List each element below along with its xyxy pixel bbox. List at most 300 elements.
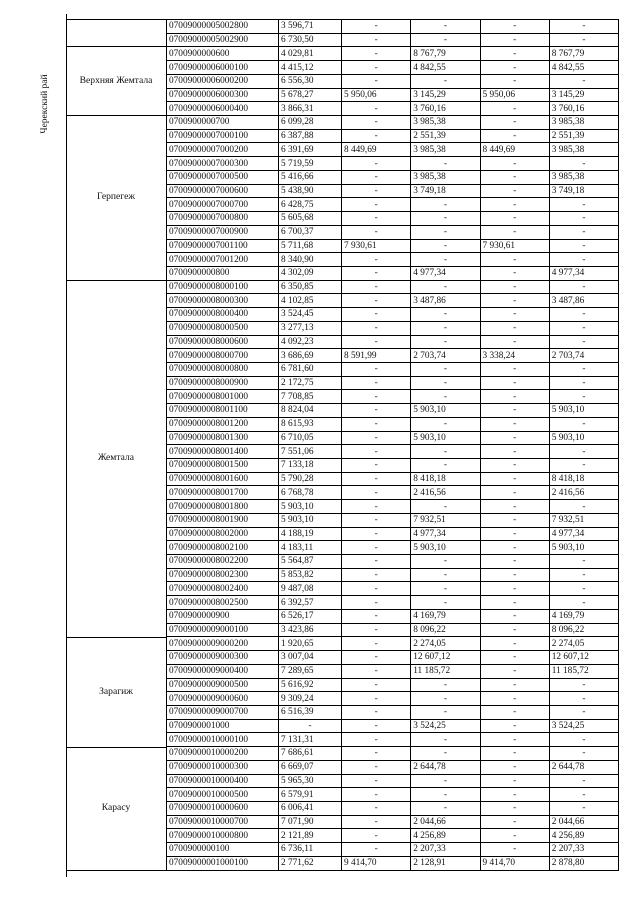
value-cell: 2 551,39	[411, 129, 480, 143]
value-cell: -	[480, 266, 549, 280]
value-cell: -	[342, 733, 411, 747]
group-separator	[67, 747, 166, 748]
value-cell: -	[411, 678, 480, 692]
value-cell: 2 044,66	[411, 815, 480, 829]
value-cell: 8 824,04	[279, 404, 342, 418]
group-separator	[67, 280, 166, 281]
table-row	[167, 88, 619, 102]
value-cell: 5 790,28	[279, 472, 342, 486]
table-row	[167, 541, 619, 555]
value-cell: -	[342, 596, 411, 610]
value-cell: -	[549, 20, 618, 34]
value-cell: 5 903,10	[411, 404, 480, 418]
table-row	[167, 280, 619, 294]
value-cell: -	[342, 116, 411, 130]
value-cell: 6 556,30	[279, 74, 342, 88]
value-cell: -	[549, 376, 618, 390]
value-cell: 6 391,69	[279, 143, 342, 157]
value-cell: -	[411, 362, 480, 376]
cadastral-number-cell: 07009000010000300	[167, 760, 279, 774]
value-cell: 2 274,05	[411, 637, 480, 651]
value-cell: -	[480, 513, 549, 527]
table-row	[167, 431, 619, 445]
table-row	[167, 157, 619, 171]
district-label	[37, 14, 53, 194]
cadastral-number-cell: 07009000009000600	[167, 692, 279, 706]
value-cell: -	[411, 280, 480, 294]
value-cell: -	[549, 445, 618, 459]
value-cell: 3 866,31	[279, 102, 342, 116]
cadastral-number-cell: 07009000008002000	[167, 527, 279, 541]
table-row	[167, 266, 619, 280]
value-cell: -	[342, 788, 411, 802]
value-cell: -	[480, 801, 549, 815]
cadastral-number-cell: 07009000008002200	[167, 555, 279, 569]
cadastral-number-cell: 07009000010000800	[167, 829, 279, 843]
table-row	[167, 568, 619, 582]
value-cell: 5 605,68	[279, 212, 342, 226]
value-cell: 2 172,75	[279, 376, 342, 390]
value-cell: 4 842,55	[549, 61, 618, 75]
value-cell: -	[480, 445, 549, 459]
value-cell: 5 438,90	[279, 184, 342, 198]
value-cell: 6 350,85	[279, 280, 342, 294]
value-cell: 11 185,72	[411, 664, 480, 678]
value-cell: 4 415,12	[279, 61, 342, 75]
cadastral-number-cell: 07009000008002300	[167, 568, 279, 582]
value-cell: 3 985,38	[411, 143, 480, 157]
value-cell: 3 423,86	[279, 623, 342, 637]
table-row	[167, 143, 619, 157]
cadastral-number-cell: 0700900000700	[167, 116, 279, 130]
value-cell: 5 853,82	[279, 568, 342, 582]
value-cell: 8 767,79	[411, 47, 480, 61]
value-cell: -	[480, 747, 549, 761]
table-row	[167, 225, 619, 239]
value-cell: 3 749,18	[411, 184, 480, 198]
value-cell: -	[342, 321, 411, 335]
value-cell: -	[480, 829, 549, 843]
value-cell: -	[480, 760, 549, 774]
value-cell: 5 711,68	[279, 239, 342, 253]
value-cell: -	[480, 116, 549, 130]
value-cell: 3 760,16	[411, 102, 480, 116]
table-row	[167, 74, 619, 88]
value-cell: -	[342, 61, 411, 75]
value-cell: -	[411, 788, 480, 802]
value-cell: -	[342, 335, 411, 349]
table-row	[167, 856, 619, 870]
value-cell: 5 950,06	[342, 88, 411, 102]
value-cell: -	[480, 47, 549, 61]
cadastral-number-cell: 07009000006000200	[167, 74, 279, 88]
value-cell: -	[342, 184, 411, 198]
table-row	[167, 129, 619, 143]
value-cell: -	[342, 609, 411, 623]
value-cell: -	[480, 692, 549, 706]
value-cell: 3 524,25	[549, 719, 618, 733]
value-cell: -	[342, 459, 411, 473]
value-cell: -	[342, 129, 411, 143]
value-cell: -	[480, 390, 549, 404]
value-cell: 5 416,66	[279, 170, 342, 184]
cadastral-number-cell: 07009000008001700	[167, 486, 279, 500]
value-cell: -	[342, 774, 411, 788]
cadastral-number-cell: 07009000007000600	[167, 184, 279, 198]
value-cell: -	[480, 651, 549, 665]
cadastral-number-cell: 07009000005002900	[167, 33, 279, 47]
value-cell: -	[480, 294, 549, 308]
table-row	[167, 678, 619, 692]
value-cell: -	[411, 596, 480, 610]
value-cell: -	[411, 459, 480, 473]
cadastral-number-cell: 07009000010000400	[167, 774, 279, 788]
value-cell: -	[480, 486, 549, 500]
value-cell: 9 487,08	[279, 582, 342, 596]
value-cell: 3 749,18	[549, 184, 618, 198]
value-cell: 3 985,38	[549, 170, 618, 184]
value-cell: -	[549, 788, 618, 802]
value-cell: -	[411, 33, 480, 47]
value-cell: -	[411, 253, 480, 267]
value-cell: 12 607,12	[549, 651, 618, 665]
settlement-name: Карасу	[101, 802, 131, 814]
value-cell: -	[480, 431, 549, 445]
cadastral-number-cell: 07009000008001800	[167, 500, 279, 514]
group-separator	[67, 46, 166, 47]
cadastral-number-cell: 07009000010000600	[167, 801, 279, 815]
settlement-name: Герпегеж	[97, 191, 135, 203]
value-cell: 6 700,37	[279, 225, 342, 239]
value-cell: 1 920,65	[279, 637, 342, 651]
value-cell: 2 207,33	[411, 843, 480, 857]
value-cell: -	[480, 198, 549, 212]
value-cell: -	[342, 362, 411, 376]
value-cell: 2 644,78	[411, 760, 480, 774]
value-cell: -	[411, 417, 480, 431]
value-cell: 7 289,65	[279, 664, 342, 678]
value-cell: -	[480, 541, 549, 555]
value-cell: -	[342, 157, 411, 171]
value-cell: 2 274,05	[549, 637, 618, 651]
table-row	[167, 47, 619, 61]
table-row	[167, 692, 619, 706]
value-cell: 6 099,28	[279, 116, 342, 130]
settlement-name: Жемтала	[97, 452, 135, 464]
value-cell: -	[480, 417, 549, 431]
cadastral-number-cell: 07009000006000400	[167, 102, 279, 116]
value-cell: -	[342, 102, 411, 116]
cadastral-number-cell: 07009000005002800	[167, 20, 279, 34]
table-row	[167, 390, 619, 404]
value-cell: -	[480, 253, 549, 267]
cadastral-number-cell: 07009000009000700	[167, 705, 279, 719]
value-cell: -	[342, 170, 411, 184]
value-cell: 8 615,93	[279, 417, 342, 431]
value-cell: -	[411, 555, 480, 569]
value-cell: -	[549, 225, 618, 239]
value-cell: -	[480, 362, 549, 376]
table-row	[167, 349, 619, 363]
cadastral-number-cell: 07009000007001100	[167, 239, 279, 253]
table-row	[167, 308, 619, 322]
value-cell: -	[480, 74, 549, 88]
cadastral-number-cell: 07009000010000100	[167, 733, 279, 747]
value-cell: -	[411, 774, 480, 788]
value-cell: -	[342, 198, 411, 212]
value-cell: -	[342, 692, 411, 706]
table-row	[167, 705, 619, 719]
value-cell: -	[480, 609, 549, 623]
cadastral-number-cell: 07009000007000700	[167, 198, 279, 212]
cadastral-number-cell: 07009000008001500	[167, 459, 279, 473]
value-cell: 8 591,99	[342, 349, 411, 363]
cadastral-number-cell: 07009000008000100	[167, 280, 279, 294]
value-cell: -	[480, 678, 549, 692]
value-cell: 7 133,18	[279, 459, 342, 473]
value-cell: -	[279, 719, 342, 733]
value-cell: -	[342, 20, 411, 34]
value-cell: -	[480, 376, 549, 390]
value-cell: -	[549, 321, 618, 335]
value-cell: -	[549, 239, 618, 253]
value-cell: -	[480, 637, 549, 651]
table-row	[167, 500, 619, 514]
table-row	[167, 445, 619, 459]
value-cell: -	[411, 239, 480, 253]
table-row	[167, 253, 619, 267]
value-cell: 5 903,10	[279, 513, 342, 527]
table-row	[167, 774, 619, 788]
value-cell: 5 564,87	[279, 555, 342, 569]
value-cell: -	[411, 20, 480, 34]
value-cell: -	[342, 582, 411, 596]
cadastral-number-cell: 07009000009000300	[167, 651, 279, 665]
value-cell: -	[342, 47, 411, 61]
value-cell: 9 414,70	[480, 856, 549, 870]
value-cell: 6 781,60	[279, 362, 342, 376]
value-cell: -	[342, 294, 411, 308]
value-cell: -	[480, 20, 549, 34]
value-cell: -	[342, 431, 411, 445]
cadastral-number-cell: 07009000008000700	[167, 349, 279, 363]
value-cell: 6 387,88	[279, 129, 342, 143]
value-cell: 6 669,07	[279, 760, 342, 774]
value-cell: 3 145,29	[411, 88, 480, 102]
value-cell: -	[342, 266, 411, 280]
value-cell: -	[342, 527, 411, 541]
district-label-text: Черекский рай	[40, 74, 50, 134]
value-cell: -	[480, 500, 549, 514]
value-cell: 5 903,10	[411, 431, 480, 445]
value-cell: -	[480, 596, 549, 610]
table-row	[167, 596, 619, 610]
value-cell: 7 930,61	[480, 239, 549, 253]
value-cell: -	[411, 500, 480, 514]
cadastral-number-cell: 07009000008001400	[167, 445, 279, 459]
value-cell: -	[342, 664, 411, 678]
value-cell: -	[480, 157, 549, 171]
value-cell: 5 903,10	[279, 500, 342, 514]
value-cell: -	[342, 843, 411, 857]
value-cell: -	[342, 445, 411, 459]
table-row	[167, 335, 619, 349]
value-cell: 3 007,04	[279, 651, 342, 665]
value-cell: -	[342, 390, 411, 404]
value-cell: -	[480, 404, 549, 418]
value-cell: 3 277,13	[279, 321, 342, 335]
value-cell: 4 977,34	[549, 266, 618, 280]
cadastral-number-cell: 07009000008002500	[167, 596, 279, 610]
value-cell: -	[480, 459, 549, 473]
table-row	[167, 321, 619, 335]
value-cell: -	[411, 74, 480, 88]
value-cell: 5 965,30	[279, 774, 342, 788]
value-cell: 7 932,51	[411, 513, 480, 527]
table-row	[167, 294, 619, 308]
table-row	[167, 239, 619, 253]
value-cell: -	[342, 623, 411, 637]
value-cell: 8 449,69	[342, 143, 411, 157]
value-cell: 7 708,85	[279, 390, 342, 404]
table-row	[167, 61, 619, 75]
value-cell: 6 006,41	[279, 801, 342, 815]
value-cell: -	[549, 733, 618, 747]
cadastral-number-cell: 0700900000900	[167, 609, 279, 623]
value-cell: -	[480, 170, 549, 184]
value-cell: 12 607,12	[411, 651, 480, 665]
value-cell: -	[342, 280, 411, 294]
cadastral-number-cell: 07009000008000500	[167, 321, 279, 335]
value-cell: 4 029,81	[279, 47, 342, 61]
value-cell: 2 044,66	[549, 815, 618, 829]
value-cell: 3 487,86	[549, 294, 618, 308]
cadastral-number-cell: 07009000008002400	[167, 582, 279, 596]
value-cell: -	[480, 527, 549, 541]
value-cell: -	[411, 747, 480, 761]
cadastral-number-cell: 07009000007001200	[167, 253, 279, 267]
value-cell: -	[549, 308, 618, 322]
value-cell: -	[549, 555, 618, 569]
value-cell: 9 414,70	[342, 856, 411, 870]
value-cell: -	[549, 362, 618, 376]
settlement-name: Верхняя Жемтала	[79, 74, 153, 86]
value-cell: 4 302,09	[279, 266, 342, 280]
table-row	[167, 623, 619, 637]
settlement-name: Зарагиж	[99, 685, 133, 697]
value-cell: 11 185,72	[549, 664, 618, 678]
value-cell: -	[480, 280, 549, 294]
value-cell: -	[480, 212, 549, 226]
cadastral-number-cell: 07009000007000100	[167, 129, 279, 143]
value-cell: -	[411, 390, 480, 404]
cadastral-number-cell: 07009000008001300	[167, 431, 279, 445]
value-cell: 2 416,56	[411, 486, 480, 500]
table-row	[167, 116, 619, 130]
value-cell: -	[342, 500, 411, 514]
value-cell: -	[342, 513, 411, 527]
value-cell: -	[549, 692, 618, 706]
table-row	[167, 527, 619, 541]
value-cell: -	[480, 102, 549, 116]
value-cell: -	[480, 719, 549, 733]
cadastral-number-cell: 07009000008001200	[167, 417, 279, 431]
table-row	[167, 170, 619, 184]
value-cell: -	[480, 843, 549, 857]
cadastral-value-table	[166, 19, 619, 871]
value-cell: -	[480, 225, 549, 239]
value-cell: -	[480, 733, 549, 747]
cadastral-number-cell: 07009000008000400	[167, 308, 279, 322]
value-cell: 3 686,69	[279, 349, 342, 363]
value-cell: -	[549, 568, 618, 582]
value-cell: 2 128,91	[411, 856, 480, 870]
value-cell: -	[549, 774, 618, 788]
value-cell: -	[480, 774, 549, 788]
value-cell: 3 985,38	[549, 143, 618, 157]
table-row	[167, 609, 619, 623]
value-cell: 2 416,56	[549, 486, 618, 500]
value-cell: 8 418,18	[549, 472, 618, 486]
value-cell: -	[549, 705, 618, 719]
value-cell: -	[342, 801, 411, 815]
value-cell: -	[342, 555, 411, 569]
table-row	[167, 555, 619, 569]
cadastral-number-cell: 07009000008002100	[167, 541, 279, 555]
table-row	[167, 459, 619, 473]
cadastral-number-cell: 07009000009000200	[167, 637, 279, 651]
value-cell: 3 145,29	[549, 88, 618, 102]
value-cell: 5 903,10	[549, 431, 618, 445]
table-row	[167, 20, 619, 34]
value-cell: -	[549, 801, 618, 815]
cadastral-number-cell: 07009000008001100	[167, 404, 279, 418]
value-cell: -	[549, 212, 618, 226]
cadastral-number-cell: 07009000007000300	[167, 157, 279, 171]
value-cell: 8 340,90	[279, 253, 342, 267]
value-cell: -	[480, 308, 549, 322]
value-cell: -	[549, 747, 618, 761]
value-cell: -	[480, 472, 549, 486]
value-cell: 3 487,86	[411, 294, 480, 308]
value-cell: 7 932,51	[549, 513, 618, 527]
value-cell: 4 102,85	[279, 294, 342, 308]
value-cell: 7 131,31	[279, 733, 342, 747]
cadastral-number-cell: 07009000008000900	[167, 376, 279, 390]
cadastral-number-cell: 07009000008000300	[167, 294, 279, 308]
value-cell: -	[549, 253, 618, 267]
value-cell: -	[549, 417, 618, 431]
value-cell: -	[342, 637, 411, 651]
table-row	[167, 417, 619, 431]
table-row	[167, 102, 619, 116]
value-cell: 8 418,18	[411, 472, 480, 486]
table-row	[167, 582, 619, 596]
value-cell: -	[411, 212, 480, 226]
group-separator	[67, 870, 166, 871]
group-separator	[67, 637, 166, 638]
table-row	[167, 760, 619, 774]
group-separator	[67, 19, 166, 20]
value-cell: -	[480, 568, 549, 582]
value-cell: 4 977,34	[549, 527, 618, 541]
value-cell: 4 169,79	[549, 609, 618, 623]
table-row	[167, 513, 619, 527]
value-cell: -	[480, 788, 549, 802]
value-cell: 5 903,10	[549, 541, 618, 555]
cadastral-number-cell: 07009000009000400	[167, 664, 279, 678]
value-cell: 3 338,24	[480, 349, 549, 363]
